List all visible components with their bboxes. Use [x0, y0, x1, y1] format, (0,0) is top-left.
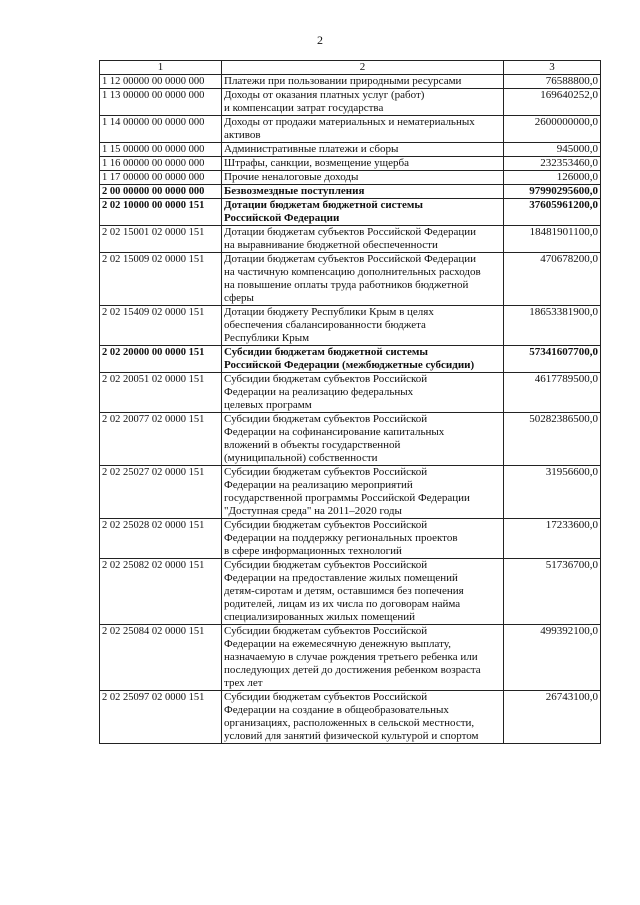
budget-code: 2 00 00000 00 0000 000 [100, 185, 222, 199]
budget-code: 2 02 25082 02 0000 151 [100, 559, 222, 625]
amount: 945000,0 [504, 143, 601, 157]
revenue-description [222, 226, 504, 253]
table-row [100, 253, 601, 306]
budget-code: 1 14 00000 00 0000 000 [100, 116, 222, 143]
table-row [100, 373, 601, 413]
table-row [100, 413, 601, 466]
description-line: Федерации на софинансирование капитальных [224, 426, 445, 438]
description-line: Федерации на ежемесячную денежную выплату, [224, 638, 451, 650]
description-line: Дотации бюджетам субъектов Российской Федерации [224, 226, 477, 238]
budget-code: 1 15 00000 00 0000 000 [100, 143, 222, 157]
description-line: Субсидии бюджетам субъектов Российской [224, 559, 428, 571]
description-line: и компенсации затрат государства [224, 102, 384, 114]
description-line: родителей, лицам из их числа по договорам найма [224, 598, 461, 610]
description-line: обеспечения сбалансированности бюджета [224, 319, 426, 331]
amount: 17233600,0 [504, 519, 601, 559]
description-line: организациях, расположенных в сельской местности, [224, 717, 475, 729]
description-line: Субсидии бюджетам субъектов Российской [224, 413, 428, 425]
page-number: 2 [317, 33, 323, 47]
table-row [100, 691, 601, 744]
amount: 26743100,0 [504, 691, 601, 744]
budget-code: 1 17 00000 00 0000 000 [100, 171, 222, 185]
description-line: Субсидии бюджетам субъектов Российской [224, 373, 428, 385]
description-line: специализированных жилых помещений [224, 611, 416, 623]
budget-code: 2 02 25097 02 0000 151 [100, 691, 222, 744]
amount: 499392100,0 [504, 625, 601, 691]
amount: 76588800,0 [504, 75, 601, 89]
table-row [100, 199, 601, 226]
description-line: детям-сиротам и детям, оставшимся без попечения [224, 585, 464, 597]
revenue-description [222, 89, 504, 116]
table-row [100, 116, 601, 143]
description-line: Федерации на предоставление жилых помещений [224, 572, 458, 584]
table-row [100, 157, 601, 171]
description-line: Российской Федерации [224, 212, 340, 224]
description-line: активов [224, 129, 261, 141]
amount: 169640252,0 [504, 89, 601, 116]
description-line: Субсидии бюджетам субъектов Российской [224, 519, 428, 531]
description-line: "Доступная среда" на 2011–2020 годы [224, 505, 402, 517]
amount: 18481901100,0 [504, 226, 601, 253]
budget-code: 2 02 25084 02 0000 151 [100, 625, 222, 691]
revenue-description [222, 199, 504, 226]
budget-code: 2 02 20077 02 0000 151 [100, 413, 222, 466]
description-line: трех лет [224, 677, 263, 689]
description-line: Дотации бюджетам субъектов Российской Федерации [224, 253, 477, 265]
revenue-description [222, 116, 504, 143]
description-line: Российской Федерации (межбюджетные субсидии) [224, 359, 475, 371]
description-line: Доходы от оказания платных услуг (работ) [224, 89, 425, 101]
budget-code: 2 02 25028 02 0000 151 [100, 519, 222, 559]
description-line: Федерации на реализацию мероприятий [224, 479, 413, 491]
description-line: Субсидии бюджетам бюджетной системы [224, 346, 428, 358]
description-line: Федерации на поддержку региональных проектов [224, 532, 458, 544]
revenue-description [222, 519, 504, 559]
description-line: Субсидии бюджетам субъектов Российской [224, 466, 428, 478]
description-line: государственной программы Российской Федерации [224, 492, 470, 504]
description-line: Безвозмездные поступления [224, 185, 365, 197]
description-line: целевых программ [224, 399, 312, 411]
amount: 126000,0 [504, 171, 601, 185]
table-row [100, 306, 601, 346]
table-header-row [100, 61, 601, 75]
table-row [100, 75, 601, 89]
description-line: назначаемую в случае рождения третьего ребенка или [224, 651, 478, 663]
amount: 97990295600,0 [504, 185, 601, 199]
revenue-description [222, 373, 504, 413]
amount: 50282386500,0 [504, 413, 601, 466]
revenue-description [222, 691, 504, 744]
table-row [100, 625, 601, 691]
description-line: условий для занятий физической культурой и спортом [224, 730, 479, 742]
description-line: последующих детей до достижения ребенком возраста [224, 664, 481, 676]
description-line: Прочие неналоговые доходы [224, 171, 359, 183]
description-line: Штрафы, санкции, возмещение ущерба [224, 157, 409, 169]
amount: 18653381900,0 [504, 306, 601, 346]
table-row [100, 346, 601, 373]
amount: 2600000000,0 [504, 116, 601, 143]
description-line: Дотации бюджету Республики Крым в целях [224, 306, 434, 318]
revenue-description [222, 185, 504, 199]
table-row [100, 519, 601, 559]
budget-code: 2 02 20051 02 0000 151 [100, 373, 222, 413]
amount: 51736700,0 [504, 559, 601, 625]
budget-code: 2 02 20000 00 0000 151 [100, 346, 222, 373]
amount: 232353460,0 [504, 157, 601, 171]
table-row [100, 143, 601, 157]
table-row [100, 89, 601, 116]
table-row [100, 226, 601, 253]
description-line: Федерации на создание в общеобразовательных [224, 704, 449, 716]
description-line: Дотации бюджетам бюджетной системы [224, 199, 423, 211]
table-row [100, 185, 601, 199]
budget-revenue-table [99, 60, 601, 744]
budget-code: 1 16 00000 00 0000 000 [100, 157, 222, 171]
column-header-amount: 3 [504, 61, 601, 75]
table-row [100, 171, 601, 185]
revenue-description [222, 466, 504, 519]
budget-code: 2 02 15001 02 0000 151 [100, 226, 222, 253]
description-line: на частичную компенсацию дополнительных расходов [224, 266, 481, 278]
description-line: в сфере информационных технологий [224, 545, 402, 557]
description-line: на повышение оплаты труда работников бюджетной [224, 279, 469, 291]
budget-code: 2 02 15409 02 0000 151 [100, 306, 222, 346]
amount: 37605961200,0 [504, 199, 601, 226]
description-line: Субсидии бюджетам субъектов Российской [224, 691, 428, 703]
budget-code: 2 02 25027 02 0000 151 [100, 466, 222, 519]
description-line: на выравнивание бюджетной обеспеченности [224, 239, 438, 251]
description-line: Административные платежи и сборы [224, 143, 399, 155]
revenue-description [222, 75, 504, 89]
amount: 57341607700,0 [504, 346, 601, 373]
table-row [100, 559, 601, 625]
amount: 470678200,0 [504, 253, 601, 306]
revenue-description [222, 171, 504, 185]
description-line: Субсидии бюджетам субъектов Российской [224, 625, 428, 637]
description-line: сферы [224, 292, 254, 304]
budget-code: 1 13 00000 00 0000 000 [100, 89, 222, 116]
description-line: Доходы от продажи материальных и нематериальных [224, 116, 475, 128]
revenue-description [222, 346, 504, 373]
revenue-description [222, 306, 504, 346]
description-line: Платежи при пользовании природными ресурсами [224, 75, 462, 87]
revenue-description [222, 413, 504, 466]
description-line: (муниципальной) собственности [224, 452, 378, 464]
column-header-description: 2 [222, 61, 504, 75]
budget-code: 1 12 00000 00 0000 000 [100, 75, 222, 89]
revenue-description [222, 143, 504, 157]
revenue-description [222, 625, 504, 691]
amount: 31956600,0 [504, 466, 601, 519]
description-line: Республики Крым [224, 332, 310, 344]
description-line: Федерации на реализацию федеральных [224, 386, 414, 398]
revenue-description [222, 157, 504, 171]
budget-code: 2 02 10000 00 0000 151 [100, 199, 222, 226]
table-row [100, 466, 601, 519]
revenue-description [222, 253, 504, 306]
amount: 4617789500,0 [504, 373, 601, 413]
revenue-description [222, 559, 504, 625]
budget-code: 2 02 15009 02 0000 151 [100, 253, 222, 306]
description-line: вложений в объекты государственной [224, 439, 401, 451]
column-header-code: 1 [100, 61, 222, 75]
